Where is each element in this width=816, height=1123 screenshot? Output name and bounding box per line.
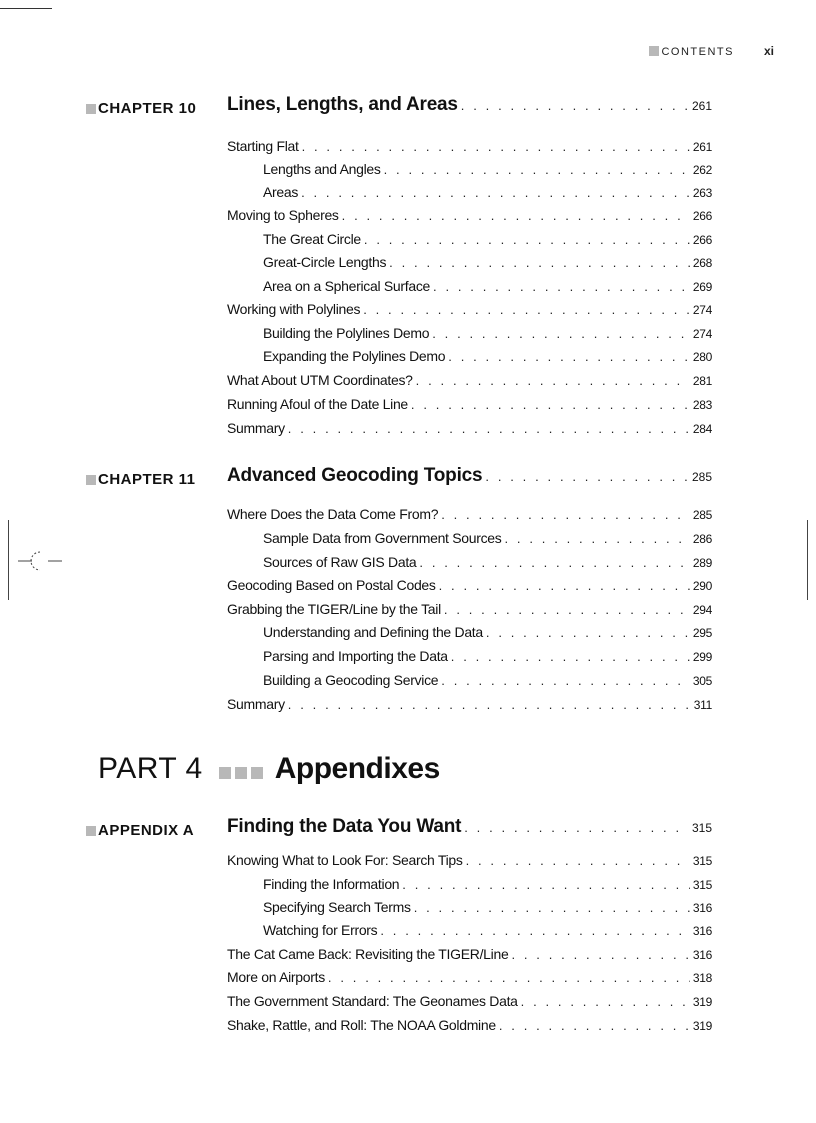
- chapter-title: Advanced Geocoding Topics: [227, 465, 483, 486]
- chapter-label: CHAPTER 11: [86, 471, 196, 488]
- page-number: xi: [763, 44, 774, 58]
- chapter-square-icon: [86, 826, 96, 836]
- toc-entry[interactable]: Grabbing the TIGER/Line by the Tail . . . 294: [227, 601, 712, 617]
- chapter-label: APPENDIX A: [86, 822, 194, 839]
- toc-entry[interactable]: Parsing and Importing the Data . . . 299: [263, 648, 712, 664]
- chapter-title-row[interactable]: [227, 94, 712, 116]
- toc-entry[interactable]: Great-Circle Lengths . . . 268: [263, 254, 712, 270]
- toc-entry[interactable]: More on Airports . . . 318: [227, 969, 712, 985]
- toc-entry[interactable]: Specifying Search Terms . . . 316: [263, 899, 712, 915]
- top-crop-line: [0, 8, 52, 9]
- dot-leader: [464, 820, 689, 835]
- dot-leader: [461, 98, 689, 113]
- toc-entry[interactable]: Running Afoul of the Date Line . . . 283: [227, 396, 712, 412]
- toc-entry[interactable]: Starting Flat . . . 261: [227, 138, 712, 154]
- toc-entry[interactable]: The Cat Came Back: Revisiting the TIGER/Line . . . 316: [227, 946, 712, 962]
- chapter-square-icon: [86, 104, 96, 114]
- chapter-label: CHAPTER 10: [86, 100, 196, 117]
- chapter-page: 315: [691, 821, 712, 835]
- chapter-page: 261: [691, 99, 712, 113]
- toc-entry[interactable]: Lengths and Angles . . . 262: [263, 161, 712, 177]
- toc-entry[interactable]: Working with Polylines . . . 274: [227, 301, 712, 317]
- toc-entry[interactable]: Summary . . . 311: [227, 696, 712, 712]
- dot-leader: [485, 469, 689, 484]
- right-margin-line: [807, 520, 808, 600]
- running-header: [649, 44, 774, 58]
- toc-entry[interactable]: Shake, Rattle, and Roll: The NOAA Goldmine . . . 319: [227, 1017, 712, 1033]
- part-title: Appendixes: [274, 752, 440, 785]
- toc-entry[interactable]: Expanding the Polylines Demo . . . 280: [263, 348, 712, 364]
- toc-entry[interactable]: Sample Data from Government Sources . . . 286: [263, 530, 712, 546]
- chapter-page: 285: [691, 470, 712, 484]
- toc-entry[interactable]: Geocoding Based on Postal Codes . . . 290: [227, 577, 712, 593]
- toc-entry[interactable]: Building a Geocoding Service . . . 305: [263, 672, 712, 688]
- toc-entry[interactable]: Understanding and Defining the Data . . . 295: [263, 624, 712, 640]
- toc-entry[interactable]: Summary . . . 284: [227, 420, 712, 436]
- chapter-title-row[interactable]: [227, 816, 712, 838]
- chapter-title: Finding the Data You Want: [227, 816, 462, 837]
- toc-entry[interactable]: Knowing What to Look For: Search Tips . . . 315: [227, 852, 712, 868]
- left-margin-line: [8, 520, 9, 600]
- toc-entry[interactable]: What About UTM Coordinates? . . . 281: [227, 372, 712, 388]
- toc-entry[interactable]: Area on a Spherical Surface . . . 269: [263, 278, 712, 294]
- part-heading: [98, 752, 440, 786]
- toc-entry[interactable]: The Great Circle . . . 266: [263, 231, 712, 247]
- part-squares-icon: [219, 765, 267, 783]
- header-square-icon: [649, 46, 659, 56]
- chapter-title-row[interactable]: [227, 465, 712, 487]
- toc-entry[interactable]: Building the Polylines Demo . . . 274: [263, 325, 712, 341]
- running-title: CONTENTS: [661, 46, 734, 58]
- chapter-square-icon: [86, 475, 96, 485]
- chapter-title: Lines, Lengths, and Areas: [227, 94, 458, 115]
- part-label: PART 4: [98, 752, 203, 785]
- toc-entry[interactable]: Finding the Information . . . 315: [263, 876, 712, 892]
- toc-entry[interactable]: Watching for Errors . . . 316: [263, 922, 712, 938]
- toc-entry[interactable]: Moving to Spheres . . . 266: [227, 207, 712, 223]
- registration-mark-icon: [18, 546, 64, 576]
- toc-entry[interactable]: Areas . . . 263: [263, 184, 712, 200]
- toc-entry[interactable]: Sources of Raw GIS Data . . . 289: [263, 554, 712, 570]
- toc-entry[interactable]: The Government Standard: The Geonames Data . . . 319: [227, 993, 712, 1009]
- toc-entry[interactable]: Where Does the Data Come From? . . . 285: [227, 506, 712, 522]
